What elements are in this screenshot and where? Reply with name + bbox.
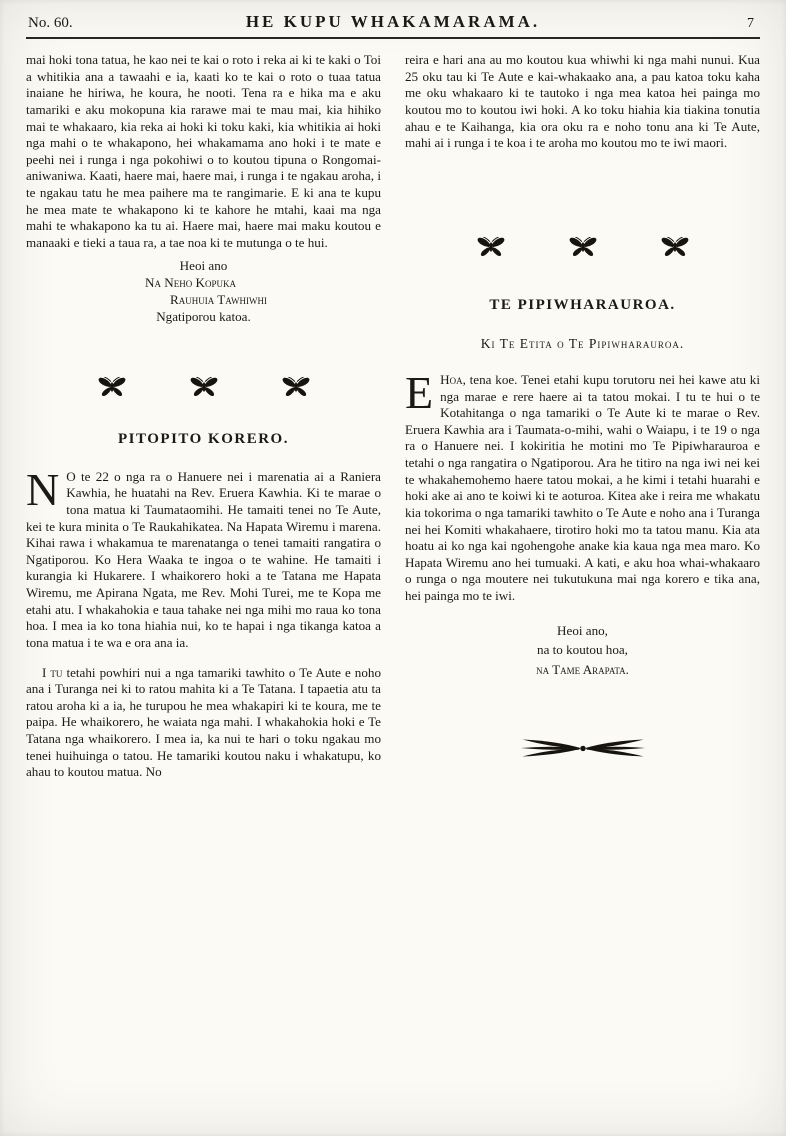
article-paragraph (26, 463, 381, 652)
signoff-line: na to koutou hoa, (537, 642, 628, 658)
article-subheading: Ki Te Etita o Te Pipiwharauroa. (480, 335, 685, 351)
dropcap-initial: N (26, 463, 60, 515)
signoff-line: Heoi ano (179, 257, 228, 273)
left-column (26, 52, 381, 781)
butterfly-ornament-icon (568, 236, 598, 258)
two-column-body (26, 52, 760, 781)
butterfly-ornament-icon (660, 236, 690, 258)
paragraph-text: tetahi powhiri nui a nga tamariki tawhito o Te Aute e noho ana i Turanga nei ki to ratou mahita ki a Te Tatana. I tapaetia atu ta ratou aroha ki a ia, he turupou he mea whakapiri ki te koura, me te paipa. He whaikorero, he waiata nga mahi. I whakahokia hoki e Te Tatana nga whaikorero. I mea ia, ka nui te hari o toku ngakau mo tenei huihuinga o tatou. He tamariki koutou naku i whakatupu, ko ahau to koutou matua. No (26, 664, 381, 780)
signoff-line: Heoi ano, (557, 622, 608, 638)
article-heading: PITOPITO KORERO. (118, 430, 289, 447)
paragraph-text: te 22 o nga ra o Hanuere nei i marenatia ai a Raniera Kawhia, he huatahi na Rev. Eruera Kawhia. Ki te marae o tona matua ki Taumataomihi. He tamaiti tenei no Te Aute, kei te kura minita o Te Raukahikatea. Na Hapata Wiremu i marena. Kihai rawa i whakamua te marenatanga o tenei tamaiti rangatira o Ngatiporou. Ko Hera Waaka te ingoa o te wahine. He tamaiti i kurangia ki Hukarere. I whaikorero hoki a te Tatana me Hapata Wiremu, me Apirana Ngata, me Rev. Mohi Turei, me te Kopa me etahi atu. I whakahokia e taua tahake nei nga mihi mo raua ko tona hoa. I mea ia ko tona hiahia nui, ko te hapai i nga tikanga katoa a tona matua i te wa e ora ana ia. (26, 468, 381, 650)
article-paragraph (405, 366, 760, 605)
page-number: 7 (747, 16, 754, 31)
letter-signoff-block (26, 257, 381, 326)
header-rule (26, 37, 760, 39)
lead-word: I tu (42, 664, 63, 680)
paragraph-text: , tena koe. Tenei etahi kupu torutoru nei hei kawe atu ki nga marae e rere haere ai ta tatou mokai. I tu te hui o te Kotahitanga o nga tamariki o Te Aute ki te marae o Rev. Eruera Kawhia ara i Taumata-o-mihi, wahi o Waiapu, i te 19 o nga ra o Hanuere nei. I kokiritia he motini mo Te Pipiwharauroa e tetahi o nga rangatira o Ngatiporou. Ara he titiro na nga iwi nei kei te whakahemohemo haere tatou mokai, a he kimi i tetahi huarahi e hoki ake ai ano te koiwi ki te aoturoa. Kitea ake i reira me whakatu kia tokorima o nga tamariki tawhito o Te Aute e noho ana i Turanga nei hei Komiti whakahaere, tirotiro hoki mo ta tatou manu. Kia ata hoatu ai ko nga kai ngohengohe anake kia kaua nga mea maro. Ko Hapata Wiremu ano hei tumuaki. A kati, e aku hoa whai-whakaaro o runga o nga moutere nei tukutukuna mai nga korero e tika ana, hei painga mo te iwi. (405, 371, 760, 604)
issue-number: No. 60. (28, 15, 73, 31)
signoff-line: Na Neho Kopuka (145, 274, 236, 290)
butterfly-ornament-icon (281, 376, 311, 398)
continued-paragraph: reira e hari ana au mo koutou kua whiwhi ki nga mahi nunui. Kua 25 oku tau ki Te Aute e kai-whakaako ana, a pau katoa toku kaha me oku whakaaro ki te tautoko i nga mea katoa hei painga mo koutou mo to koutou iwi hoki. A ko toku hiahia kia tiakina tonutia ahau e te Kaihanga, kia ora oku ra e noho tonu ana ki Te Aute, mahi ai i runga i te koa i te aroha mo koutou mo te iwi maori. (405, 52, 760, 151)
ornament-row (26, 376, 381, 398)
page-header (26, 8, 760, 37)
butterfly-ornament-icon (189, 376, 219, 398)
ornament-row (405, 236, 760, 258)
signoff-line: Ngatiporou katoa. (156, 309, 251, 325)
butterfly-ornament-icon (476, 236, 506, 258)
signoff-line: na Tame Arapata. (536, 661, 629, 677)
leaf-spray-ornament-icon (405, 736, 760, 760)
dropcap-initial: E (405, 366, 434, 418)
article-paragraph (26, 665, 381, 781)
masthead-title: HE KUPU WHAKAMARAMA. (245, 12, 541, 31)
continued-paragraph: mai hoki tona tatua, he kao nei te kai o roto i reka ai ki te kaki o Toi a whitikia ana a tawaahi e ia, kaati ko te kai o roto o tuaa tatua inaiane he hiriwa, he koura, he nooti. Tena ra e hika ma e aku tamariki e aku mokopuna kia rarawe mai te mau mai, kia hihiko mai te whakaaro, kia reka ai hoki ki toku kaki, kia whitikia ai hoki nga mahi o te whakapono, hei whakamama ano hoki i te mate e peehi nei i runga i nga pokohiwi o to koutou tipuna o Rongomai-aniwaniwa. Kaati, haere mai, haere mai, i runga i te ngakau aroha, i te ngakau tatu he mea paihere ma te rangimarie. E ki ana te kupu he mea mate te whakapono ki te kahore he mtahi, kaai ma nga mahi te whakapono ka tu ai. Haere mai, haere mai maku koutou e manaaki e tieki a taua ra, a tae noa ki te mutunga o te hui. (26, 52, 381, 250)
right-column (405, 52, 760, 781)
signoff-line: Rauhuia Tawhiwhi (169, 292, 268, 308)
butterfly-ornament-icon (97, 376, 127, 398)
article-heading: TE PIPIWHARAUROA. (489, 296, 676, 313)
lead-word: Hoa (440, 371, 463, 387)
letter-signoff-block (405, 621, 760, 680)
lead-word: O (66, 468, 76, 484)
